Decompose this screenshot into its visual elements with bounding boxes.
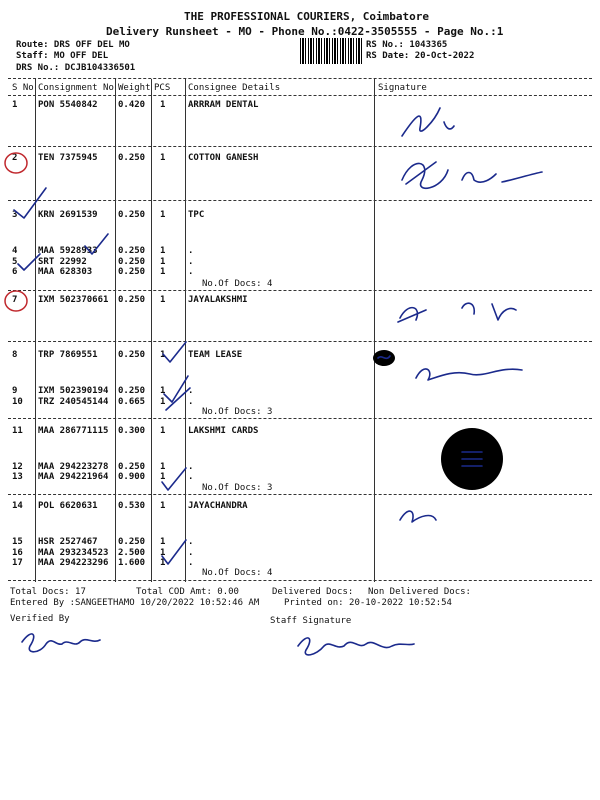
tick-mark (16, 252, 46, 274)
col-consignee: Consignee Details (188, 83, 281, 93)
row-weight: 0.250 (118, 246, 146, 256)
row-pcs: 1 (160, 558, 166, 568)
col-consignment: Consignment No (38, 83, 114, 93)
row-weight: 0.250 (118, 153, 146, 163)
row-consignee: TPC (188, 210, 205, 220)
row-consignment-no: MAA 5928933 (38, 246, 98, 256)
row-pcs: 1 (160, 426, 166, 436)
row-consignment-no: KRN 2691539 (38, 210, 98, 220)
col-divider-3 (151, 79, 152, 582)
row-weight: 0.300 (118, 426, 146, 436)
delivered-docs: Delivered Docs: (272, 587, 354, 597)
tick-mark (158, 466, 190, 496)
row-sno: 8 (12, 350, 18, 360)
group-rule-5 (8, 418, 592, 419)
handwritten-phone: 9442591292 (405, 518, 496, 556)
row-consignee: . (188, 537, 194, 547)
rs-number: RS No.: 1043365 (366, 40, 448, 50)
row-pcs: 1 (160, 501, 166, 511)
row-weight: 0.250 (118, 350, 146, 360)
row-weight: 0.665 (118, 397, 146, 407)
signature-row-2 (392, 150, 562, 200)
group-rule-6 (8, 494, 592, 495)
row-consignee: COTTON GANESH (188, 153, 259, 163)
row-consignee: LAKSHMI CARDS (188, 426, 259, 436)
handwritten-name: R. Kony (390, 244, 434, 257)
row-consignment-no: TEN 7375945 (38, 153, 98, 163)
row-sno: 6 (12, 267, 18, 277)
col-divider-1 (35, 79, 36, 582)
row-sno: 11 (12, 426, 23, 436)
company-stamp (436, 424, 508, 494)
signature-row-4 (384, 236, 484, 262)
row-weight: 2.500 (118, 548, 146, 558)
signature-row-6 (378, 266, 498, 292)
row-pcs: 1 (160, 548, 166, 558)
row-consignment-no: PON 5540842 (38, 100, 98, 110)
printed-on: Printed on: 20-10-2022 10:52:54 (284, 598, 452, 608)
row-sno: 4 (12, 246, 18, 256)
route-label: Route: DRS OFF DEL MO (16, 40, 130, 50)
total-docs: Total Docs: 17 (10, 587, 86, 597)
row-consignee: . (188, 472, 194, 482)
group-docs-count: No.Of Docs: 4 (202, 568, 273, 578)
col-pcs: PCS (154, 83, 171, 93)
row-consignment-no: TRP 7869551 (38, 350, 98, 360)
col-signature: Signature (378, 83, 427, 93)
row-weight: 0.250 (118, 537, 146, 547)
staff-signature-label: Staff Signature (270, 616, 352, 626)
col-divider-2 (115, 79, 116, 582)
row-pcs: 1 (160, 100, 166, 110)
row-sno: 7 (12, 295, 18, 305)
barcode (300, 38, 362, 64)
row-consignment-no: MAA 294223296 (38, 558, 109, 568)
signature-row-1 (394, 98, 564, 148)
row-consignee: JAYALAKSHMI (188, 295, 248, 305)
group-docs-count: No.Of Docs: 3 (202, 483, 273, 493)
row-consignee: . (188, 267, 194, 277)
row-weight: 0.530 (118, 501, 146, 511)
group-docs-count: No.Of Docs: 4 (202, 279, 273, 289)
table-bottom-rule (8, 580, 592, 581)
row-pcs: 1 (160, 246, 166, 256)
row-consignment-no: HSR 2527467 (38, 537, 98, 547)
drs-number: DRS No.: DCJB104336501 (16, 63, 136, 73)
group-rule-3 (8, 290, 592, 291)
row-consignment-no: IXM 502370661 (38, 295, 109, 305)
row-weight: 1.600 (118, 558, 146, 568)
tick-mark (160, 340, 190, 366)
verified-by-label: Verified By (10, 614, 70, 624)
header-top-rule (8, 78, 592, 79)
signature-row-14 (396, 498, 516, 562)
red-circle-mark (2, 288, 32, 316)
runsheet-subtitle: Delivery Runsheet - MO - Phone No.:0422-3505555 - Page No.:1 (106, 25, 504, 38)
row-sno: 5 (12, 257, 18, 267)
row-weight: 0.250 (118, 386, 146, 396)
row-consignee: . (188, 558, 194, 568)
row-pcs: 1 (160, 257, 166, 267)
row-sno: 3 (12, 210, 18, 220)
row-consignee: ARRRAM DENTAL (188, 100, 259, 110)
row-consignment-no: MAA 628303 (38, 267, 93, 277)
row-consignee: . (188, 397, 194, 407)
row-sno: 9 (12, 386, 18, 396)
header-bottom-rule (8, 95, 592, 96)
red-circle-mark (2, 150, 32, 178)
col-sno: S No (12, 83, 34, 93)
handwritten-name: Pavitha.cc (382, 273, 450, 288)
handwritten-phone: 8754039855 (450, 330, 546, 348)
row-sno: 1 (12, 100, 18, 110)
non-delivered-docs: Non Delivered Docs: (368, 587, 471, 597)
row-weight: 0.420 (118, 100, 146, 110)
row-pcs: 1 (160, 537, 166, 547)
row-sno: 12 (12, 462, 23, 472)
row-consignee: JAYACHANDRA (188, 501, 248, 511)
row-consignee: . (188, 246, 194, 256)
row-pcs: 1 (160, 397, 166, 407)
row-weight: 0.250 (118, 210, 146, 220)
total-cod: Total COD Amt: 0.00 (136, 587, 239, 597)
row-weight: 0.250 (118, 295, 146, 305)
row-consignment-no: MAA 293234523 (38, 548, 109, 558)
verifier-signature (16, 624, 116, 664)
entered-by: Entered By :SANGEETHAMO 10/20/2022 10:52:46 AM (10, 598, 260, 608)
row-sno: 15 (12, 537, 23, 547)
row-consignment-no: MAA 294223278 (38, 462, 109, 472)
company-name: THE PROFESSIONAL COURIERS, Coimbatore (184, 10, 430, 23)
row-consignment-no: IXM 502390194 (38, 386, 109, 396)
tick-mark (82, 232, 112, 258)
staff-label: Staff: MO OFF DEL (16, 51, 109, 61)
row-weight: 0.900 (118, 472, 146, 482)
row-pcs: 1 (160, 267, 166, 277)
row-pcs: 1 (160, 350, 166, 360)
row-consignment-no: MAA 294221964 (38, 472, 109, 482)
row-consignee: . (188, 257, 194, 267)
row-consignee: TEAM LEASE (188, 350, 243, 360)
row-consignee: . (188, 548, 194, 558)
row-weight: 0.250 (118, 462, 146, 472)
row-consignment-no: TRZ 240545144 (38, 397, 109, 407)
row-consignment-no: POL 6620631 (38, 501, 98, 511)
group-rule-2 (8, 200, 592, 201)
row-sno: 10 (12, 397, 23, 407)
row-weight: 0.250 (118, 267, 146, 277)
handwritten-phone: 9952180345 (446, 130, 542, 148)
signature-row-8 (410, 356, 590, 406)
row-sno: 13 (12, 472, 23, 482)
staff-signature (292, 626, 422, 666)
row-pcs: 1 (160, 210, 166, 220)
row-pcs: 1 (160, 386, 166, 396)
col-divider-4 (185, 79, 186, 582)
row-consignee: . (188, 462, 194, 472)
row-sno: 16 (12, 548, 23, 558)
col-weight: Weight (118, 83, 151, 93)
row-weight: 0.250 (118, 257, 146, 267)
row-pcs: 1 (160, 153, 166, 163)
handwritten-phone: 9942501422 (446, 387, 523, 401)
signature-row-7 (392, 292, 592, 352)
tick-mark (160, 372, 192, 416)
signature-mark (370, 346, 400, 370)
col-divider-5 (374, 79, 375, 582)
row-sno: 2 (12, 153, 18, 163)
tick-mark (10, 186, 50, 222)
tick-mark (158, 536, 190, 570)
row-sno: 14 (12, 501, 23, 511)
row-consignee: . (188, 386, 194, 396)
row-pcs: 1 (160, 462, 166, 472)
row-pcs: 1 (160, 295, 166, 305)
row-consignment-no: SRT 22992 (38, 257, 87, 267)
group-docs-count: No.Of Docs: 3 (202, 407, 273, 417)
rs-date: RS Date: 20-Oct-2022 (366, 51, 475, 61)
row-pcs: 1 (160, 472, 166, 482)
row-consignment-no: MAA 286771115 (38, 426, 109, 436)
row-sno: 17 (12, 558, 23, 568)
